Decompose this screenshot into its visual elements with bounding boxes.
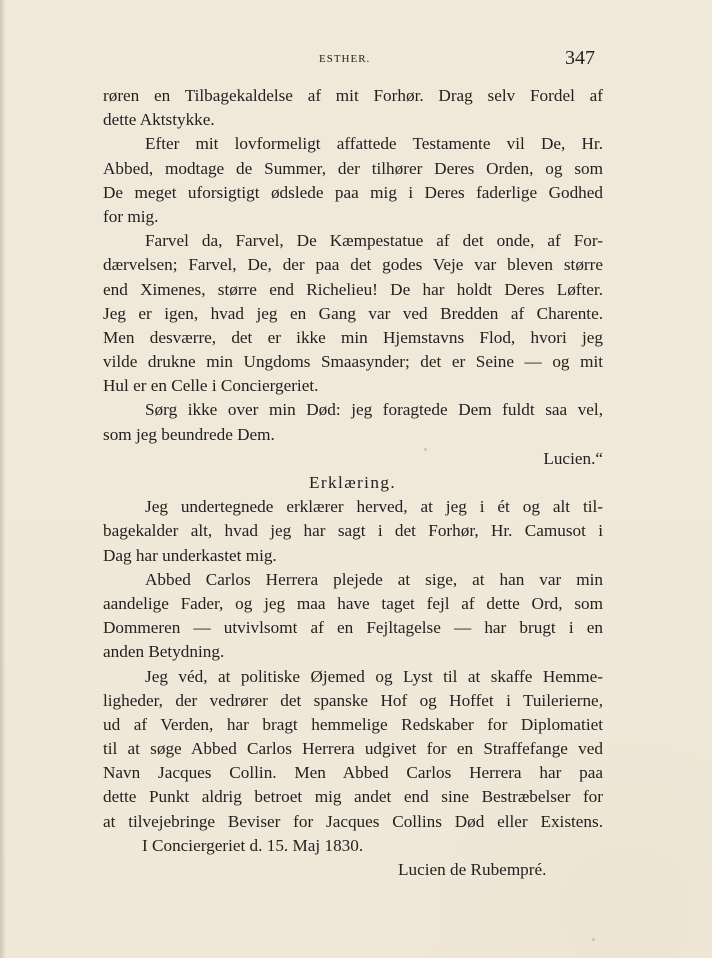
text-line: Navn Jacques Collin. Men Abbed Carlos Herrera har paa bbox=[103, 763, 603, 783]
text-line: Jeg er igen, hvad jeg en Gang var ved Bredden af Charente. bbox=[103, 303, 603, 323]
text-line: Men desværre, det er ikke min Hjemstavns Flod, hvori jeg bbox=[103, 327, 603, 347]
text-line: end Ximenes, større end Richelieu! De har holdt Deres Løfter. bbox=[103, 279, 603, 299]
text-line: De meget uforsigtigt ødslede paa mig i Deres faderlige Godhed bbox=[103, 182, 603, 202]
text-line: dette Punkt aldrig betroet mig andet end sine Bestræbelser for bbox=[103, 787, 603, 807]
text-line: dette Aktstykke. bbox=[103, 110, 215, 130]
text-line: Dag har underkastet mig. bbox=[103, 545, 277, 565]
page-gutter-shadow bbox=[0, 0, 6, 958]
paper-spot bbox=[592, 938, 595, 941]
text-line: som jeg beundrede Dem. bbox=[103, 424, 275, 444]
text-line: Farvel da, Farvel, De Kæmpestatue af det onde, af For- bbox=[145, 231, 603, 251]
text-line: Abbed Carlos Herrera plejede at sige, at han var min bbox=[145, 569, 603, 589]
text-line: til at søge Abbed Carlos Herrera udgivet for en Straffefange ved bbox=[103, 739, 603, 759]
letter-signature: Lucien.“ bbox=[543, 448, 603, 468]
text-line: at tilvejebringe Beviser for Jacques Collins Død eller Existens. bbox=[103, 811, 603, 831]
document-signature: Lucien de Rubempré. bbox=[398, 860, 547, 879]
paper-spot bbox=[253, 848, 256, 851]
text-line: dærvelsen; Farvel, De, der paa det godes Veje var bleven større bbox=[103, 255, 603, 275]
text-line: anden Betydning. bbox=[103, 642, 225, 662]
text-line: Sørg ikke over min Død: jeg foragtede Dem fuldt saa vel, bbox=[145, 400, 603, 420]
text-line: Abbed, modtage de Summer, der tilhører Deres Orden, og som bbox=[103, 158, 603, 178]
running-head: ESTHER. bbox=[319, 53, 371, 65]
text-line: vilde drukne min Ungdoms Smaasynder; det er Seine — og mit bbox=[103, 352, 603, 372]
text-line: Efter mit lovformeligt affattede Testamente vil De, Hr. bbox=[145, 134, 603, 154]
text-line: ud af Verden, har bragt hemmelige Redskaber for Diplomatiet bbox=[103, 714, 603, 734]
text-line: Jeg undertegnede erklærer herved, at jeg i ét og alt til- bbox=[145, 497, 603, 517]
text-line: for mig. bbox=[103, 206, 159, 226]
text-line: Jeg véd, at politiske Øjemed og Lyst til at skaffe Hemme- bbox=[145, 666, 603, 686]
section-heading: Erklæring. bbox=[309, 473, 397, 492]
text-line: Hul er en Celle i Conciergeriet. bbox=[103, 376, 319, 396]
page-header bbox=[0, 47, 712, 71]
text-line: ligheder, der vedrører det spanske Hof og Hoffet i Tuilerierne, bbox=[103, 690, 603, 710]
page-body bbox=[103, 84, 603, 882]
text-line: røren en Tilbagekaldelse af mit Forhør. Drag selv Fordel af bbox=[103, 86, 603, 105]
paper-spot bbox=[424, 448, 427, 451]
text-line: aandelige Fader, og jeg maa have taget fejl af dette Ord, som bbox=[103, 593, 603, 613]
text-line: bagekalder alt, hvad jeg har sagt i det Forhør, Hr. Camusot i bbox=[103, 521, 603, 541]
date-line: I Conciergeriet d. 15. Maj 1830. bbox=[142, 835, 364, 855]
text-line: Dommeren — utvivlsomt af en Fejltagelse — har brugt i en bbox=[103, 618, 603, 638]
page-number: 347 bbox=[565, 47, 595, 69]
